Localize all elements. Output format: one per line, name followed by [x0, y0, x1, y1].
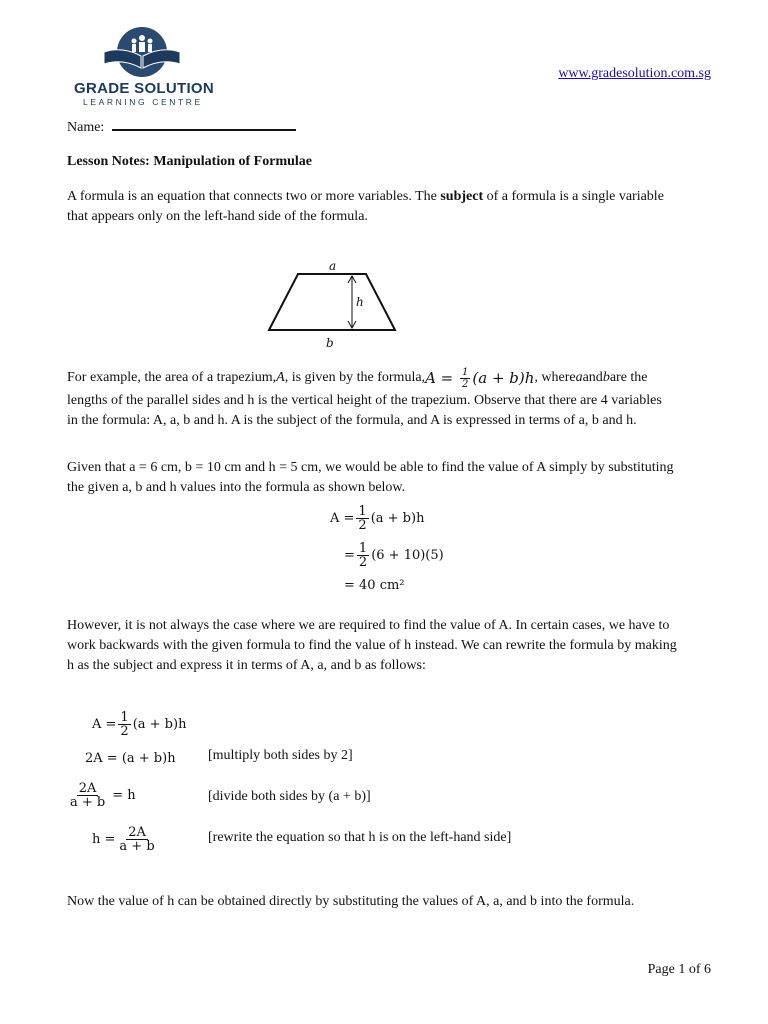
- given-paragraph: [67, 458, 727, 498]
- rearrange-note-4: [rewrite the equation so that h is on the left-hand side]: [208, 830, 512, 845]
- however-line-3: h as the subject and express it in terms of A, a, and b as follows:: [67, 658, 426, 673]
- name-field[interactable]: [67, 117, 296, 138]
- rearrange-note-2: [multiply both sides by 2]: [208, 748, 353, 763]
- logo-title: GRADE SOLUTION: [74, 80, 215, 97]
- rearrange-step-2: 2A = (a + b)h: [85, 750, 176, 766]
- rearrange-step-4: h = $\frac{2A}{a + b}$: [92, 824, 155, 854]
- area-formula: A = $\frac{1}{2}$ (a + b)h: [425, 366, 535, 390]
- subject-keyword: subject: [440, 189, 484, 204]
- rearrange-step-3: $\frac{2A}{a + b}$ = h: [70, 780, 136, 810]
- however-line-1: However, it is not always the case where we are required to find the value of A. In certain cases, we have to: [67, 618, 670, 633]
- label-b: b: [326, 336, 334, 350]
- label-h: h: [356, 295, 364, 309]
- name-label: Name:: [67, 120, 105, 135]
- logo-emblem-icon: [70, 26, 215, 78]
- substitution-step-1: A = $\frac{1}{2}$ (a + b)h: [330, 503, 425, 533]
- intro-line-2: that appears only on the left-hand side of the formula.: [67, 209, 368, 224]
- intro-line-1: A formula is an equation that connects two or more variables. The subject of a formula is a single variable: [67, 189, 664, 204]
- trapezium-shape: [269, 274, 395, 330]
- logo: [70, 26, 215, 106]
- given-line-2: the given a, b and h values into the formula as shown below.: [67, 480, 406, 495]
- logo-subtitle: LEARNING CENTRE: [83, 97, 203, 107]
- website-link[interactable]: www.gradesolution.com.sg: [558, 66, 711, 81]
- rearrange-note-3: [divide both sides by (a + b)]: [208, 789, 371, 804]
- trapezium-diagram: [262, 255, 402, 355]
- example-line-3: in the formula: A, a, b and h. A is the subject of the formula, and A is expressed in terms of a, b and h.: [67, 413, 637, 428]
- example-line-2: lengths of the parallel sides and h is the vertical height of the trapezium. Observe that there are 4 variables: [67, 393, 662, 408]
- substitution-step-2: = $\frac{1}{2}$ (6 + 10)(5): [344, 540, 444, 570]
- page-number: Page 1 of 6: [647, 962, 711, 977]
- intro-paragraph: [67, 187, 717, 227]
- however-paragraph: [67, 616, 727, 676]
- however-line-2: work backwards with the given formula to find the value of h instead. We can rewrite the formula by making: [67, 638, 677, 653]
- example-line-1: For example, the area of a trapezium, A , is given by the formula, A = $\frac{1}{2}$ (a + b)h , where a and b are the: [67, 366, 648, 390]
- substitution-step-3: = 40 cm²: [344, 577, 405, 593]
- example-paragraph: [67, 365, 717, 431]
- label-a: a: [329, 259, 337, 273]
- conclusion-text: Now the value of h can be obtained directly by substituting the values of A, a, and b into the formula.: [67, 894, 635, 909]
- name-blank-line: [112, 117, 296, 131]
- given-line-1: Given that a = 6 cm, b = 10 cm and h = 5 cm, we would be able to find the value of A simply by substituting: [67, 460, 674, 475]
- rearrange-step-1: A = $\frac{1}{2}$ (a + b)h: [92, 709, 187, 739]
- page-title: Lesson Notes: Manipulation of Formulae: [67, 154, 312, 169]
